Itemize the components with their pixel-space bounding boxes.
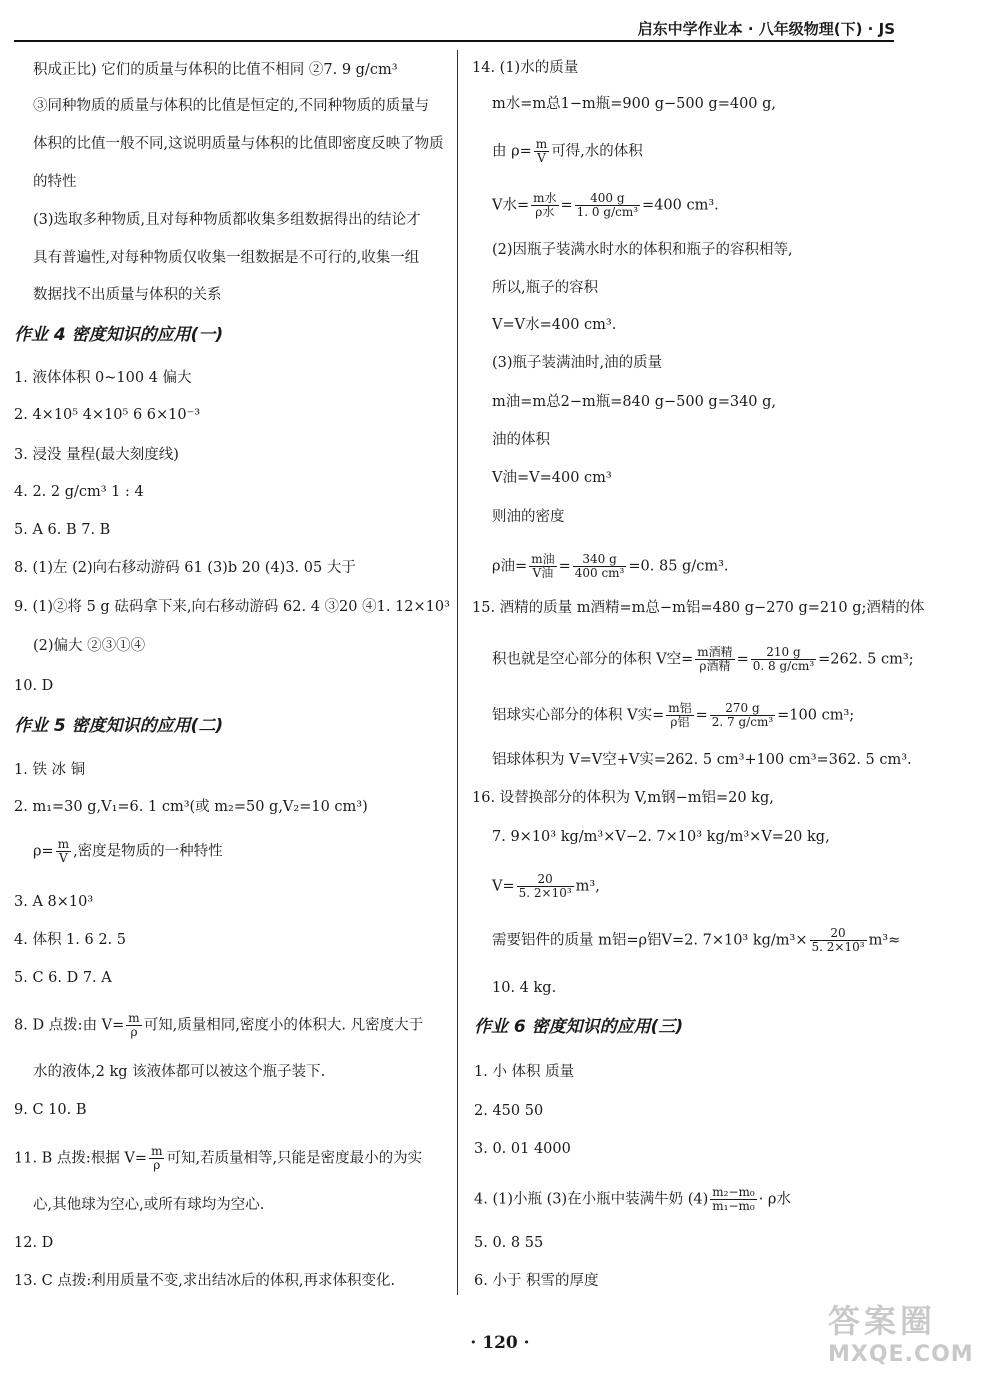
- fraction: [575, 192, 640, 219]
- fraction: [149, 1145, 164, 1172]
- answer-line: 6. 小于 积雪的厚度: [474, 1273, 599, 1289]
- answer-line: 3. 浸没 量程(最大刻度线): [14, 447, 179, 463]
- fraction-numerator: m: [151, 1144, 163, 1158]
- answer-line: [492, 927, 900, 954]
- answer-line: 所以,瓶子的容积: [492, 280, 599, 296]
- left-line: 积成正比) 它们的质量与体积的比值不相同 ②7. 9 g/cm³: [33, 62, 398, 78]
- fraction: [751, 646, 816, 673]
- fraction-numerator: m: [128, 1011, 140, 1025]
- answer-line: 5. C 6. D 7. A: [14, 970, 112, 986]
- page-header: 启东中学作业本 · 八年级物理(下) · JS: [637, 20, 895, 38]
- text-part: =100 cm³;: [777, 707, 855, 724]
- answer-line: [492, 138, 643, 165]
- fraction-numerator: 270 g: [710, 702, 775, 716]
- fraction-denominator: V: [537, 151, 546, 165]
- answer-line: 铝球体积为 V=V空+V实=262. 5 cm³+100 cm³=362. 5 cm³.: [492, 752, 912, 768]
- fraction-numerator: 400 g: [575, 192, 640, 206]
- answer-line: 14. (1)水的质量: [472, 60, 579, 76]
- fraction-numerator: m酒精: [697, 645, 733, 659]
- fraction: [126, 1012, 141, 1039]
- answer-line: m水=m总1−m瓶=900 g−500 g=400 g,: [492, 96, 777, 112]
- text-part: 需要铝件的质量 m铝=ρ铝V=2. 7×10³ kg/m³×: [492, 932, 808, 949]
- text-part: 4. (1)小瓶 (3)在小瓶中装满牛奶 (4): [474, 1191, 709, 1208]
- answer-line: 3. A 8×10³: [14, 894, 94, 910]
- text-part: =: [560, 197, 573, 214]
- fraction-numerator: 210 g: [751, 646, 816, 660]
- answer-line: 8. (1)左 (2)向右移动游码 61 (3)b 20 (4)3. 05 大于: [14, 560, 356, 576]
- fraction: [517, 873, 574, 900]
- text-part: 11. B 点拨:根据 V=: [14, 1150, 148, 1167]
- fraction-denominator: V油: [532, 566, 554, 580]
- answer-line: 2. 4×10⁵ 4×10⁵ 6 6×10⁻³: [14, 407, 201, 423]
- text-part: =0. 85 g/cm³.: [628, 558, 729, 575]
- answer-line: 9. C 10. B: [14, 1102, 87, 1118]
- answer-line: 15. 酒精的质量 m酒精=m总−m铝=480 g−270 g=210 g;酒精的体: [472, 600, 925, 616]
- text-part: ρ=: [33, 843, 54, 860]
- answer-line: 5. A 6. B 7. B: [14, 522, 111, 538]
- fraction-numerator: m₂−m₀: [712, 1185, 755, 1199]
- fraction-denominator: ρ: [130, 1025, 138, 1039]
- fraction-numerator: 20: [810, 927, 867, 941]
- fraction: [666, 702, 693, 729]
- fraction: [531, 192, 558, 219]
- fraction-numerator: 20: [517, 873, 574, 887]
- text-part: m³,: [575, 878, 600, 895]
- answer-line: 16. 设替换部分的体积为 V,m钢−m铝=20 kg,: [472, 790, 774, 806]
- fraction-denominator: 5. 2×10³: [518, 886, 572, 900]
- answer-line: 心,其他球为空心,或所有球均为空心.: [33, 1197, 265, 1213]
- fraction: [810, 927, 867, 954]
- answer-line: 1. 液体体积 0~100 4 偏大: [14, 370, 192, 386]
- text-part: 积也就是空心部分的体积 V空=: [492, 651, 694, 668]
- fraction: [534, 138, 549, 165]
- text-part: 可知,质量相同,密度小的体积大. 凡密度大于: [143, 1017, 424, 1034]
- text-part: =: [558, 558, 571, 575]
- fraction-denominator: 1. 0 g/cm³: [576, 205, 639, 219]
- text-part: ρ油=: [492, 558, 528, 575]
- answer-line: 1. 铁 冰 铜: [14, 762, 86, 778]
- answer-line: [14, 1145, 422, 1172]
- answer-line: [492, 553, 729, 580]
- section-heading-6: 作业 6 密度知识的应用(三): [474, 1017, 684, 1037]
- text-part: 铝球实心部分的体积 V实=: [492, 707, 665, 724]
- watermark-text: 答案圈: [828, 1302, 937, 1340]
- fraction: [529, 553, 556, 580]
- left-line: 的特性: [33, 174, 77, 190]
- fraction-numerator: 340 g: [573, 553, 627, 567]
- fraction-numerator: m铝: [668, 701, 692, 715]
- answer-line: 2. m₁=30 g,V₁=6. 1 cm³(或 m₂=50 g,V₂=10 cm³): [14, 799, 368, 815]
- fraction-denominator: m₁−m₀: [712, 1199, 755, 1213]
- fraction: [710, 702, 775, 729]
- fraction-numerator: m油: [531, 552, 555, 566]
- section-heading-4: 作业 4 密度知识的应用(一): [14, 325, 224, 345]
- answer-line: 4. 体积 1. 6 2. 5: [14, 932, 126, 948]
- fraction-denominator: 400 cm³: [574, 566, 625, 580]
- fraction: [573, 553, 627, 580]
- answer-line: 则油的密度: [492, 509, 565, 525]
- fraction: [695, 646, 734, 673]
- text-part: 可知,若质量相等,只能是密度最小的为实: [166, 1150, 423, 1167]
- text-part: 8. D 点拨:由 V=: [14, 1017, 125, 1034]
- fraction-numerator: m: [57, 837, 70, 851]
- text-part: ,密度是物质的一种特性: [73, 843, 223, 860]
- text-part: m³≈: [868, 932, 901, 949]
- answer-line: [14, 1012, 423, 1039]
- fraction-denominator: 5. 2×10³: [811, 940, 865, 954]
- answer-line: V=V水=400 cm³.: [492, 317, 617, 333]
- fraction-denominator: ρ: [153, 1158, 161, 1172]
- section-heading-5: 作业 5 密度知识的应用(二): [14, 716, 224, 736]
- answer-line: 3. 0. 01 4000: [474, 1141, 571, 1157]
- text-part: =262. 5 cm³;: [818, 651, 914, 668]
- fraction-numerator: m水: [533, 191, 557, 205]
- fraction-denominator: V: [59, 851, 68, 865]
- answer-line: [474, 1186, 791, 1213]
- page-number: · 120 ·: [470, 1333, 530, 1353]
- left-line: 具有普遍性,对每种物质仅收集一组数据是不可行的,收集一组: [33, 250, 420, 266]
- watermark-logo: [828, 1296, 996, 1368]
- text-part: =: [695, 707, 708, 724]
- answer-line: 7. 9×10³ kg/m³×V−2. 7×10³ kg/m³×V=20 kg,: [492, 829, 830, 845]
- text-part: V=: [492, 878, 515, 895]
- left-line: 体积的比值一般不同,这说明质量与体积的比值即密度反映了物质: [33, 136, 444, 152]
- left-line: 数据找不出质量与体积的关系: [33, 287, 222, 303]
- answer-line: (2)偏大 ②③①④: [33, 638, 146, 654]
- fraction-denominator: 2. 7 g/cm³: [711, 715, 774, 729]
- fraction-denominator: ρ水: [535, 205, 555, 219]
- answer-line: 9. (1)②将 5 g 砝码拿下来,向右移动游码 62. 4 ③20 ④1. 12×10³: [14, 599, 450, 615]
- answer-line: 10. D: [14, 678, 54, 694]
- answer-line: V油=V=400 cm³: [492, 470, 612, 486]
- answer-line: m油=m总2−m瓶=840 g−500 g=340 g,: [492, 394, 777, 410]
- header-rule: [14, 40, 894, 42]
- fraction-denominator: ρ铝: [670, 715, 690, 729]
- answer-line: 油的体积: [492, 432, 550, 448]
- answer-line: 水的液体,2 kg 该液体都可以被这个瓶子装下.: [33, 1064, 326, 1080]
- text-part: 由 ρ=: [492, 143, 532, 160]
- text-part: =400 cm³.: [642, 197, 719, 214]
- text-part: 可得,水的体积: [551, 143, 643, 160]
- answer-line: 5. 0. 8 55: [474, 1235, 544, 1251]
- answer-line: [492, 702, 854, 729]
- answer-line: [492, 873, 600, 900]
- fraction: [710, 1186, 756, 1213]
- answer-line: [492, 192, 719, 219]
- answer-line: [33, 838, 223, 865]
- answer-line: [492, 646, 914, 673]
- text-part: =: [736, 651, 749, 668]
- fraction: [56, 838, 71, 865]
- answer-line: 1. 小 体积 质量: [474, 1064, 575, 1080]
- left-line: (3)选取多种物质,且对每种物质都收集多组数据得出的结论才: [33, 212, 421, 228]
- column-divider: [457, 50, 458, 1295]
- fraction-denominator: ρ酒精: [699, 659, 731, 673]
- answer-line: 10. 4 kg.: [492, 980, 557, 996]
- fraction-numerator: m: [535, 137, 548, 151]
- text-part: V水=: [492, 197, 530, 214]
- fraction-denominator: 0. 8 g/cm³: [752, 659, 815, 673]
- text-part: · ρ水: [758, 1191, 791, 1208]
- answer-line: 4. 2. 2 g/cm³ 1 : 4: [14, 484, 144, 500]
- answer-line: 2. 450 50: [474, 1103, 544, 1119]
- answer-line: (3)瓶子装满油时,油的质量: [492, 355, 663, 371]
- answer-line: 12. D: [14, 1235, 54, 1251]
- watermark-url: MXQE.COM: [828, 1342, 974, 1367]
- answer-line: 13. C 点拨:利用质量不变,求出结冰后的体积,再求体积变化.: [14, 1273, 396, 1289]
- answer-line: (2)因瓶子装满水时水的体积和瓶子的容积相等,: [492, 242, 793, 258]
- left-line: ③同种物质的质量与体积的比值是恒定的,不同种物质的质量与: [33, 98, 430, 114]
